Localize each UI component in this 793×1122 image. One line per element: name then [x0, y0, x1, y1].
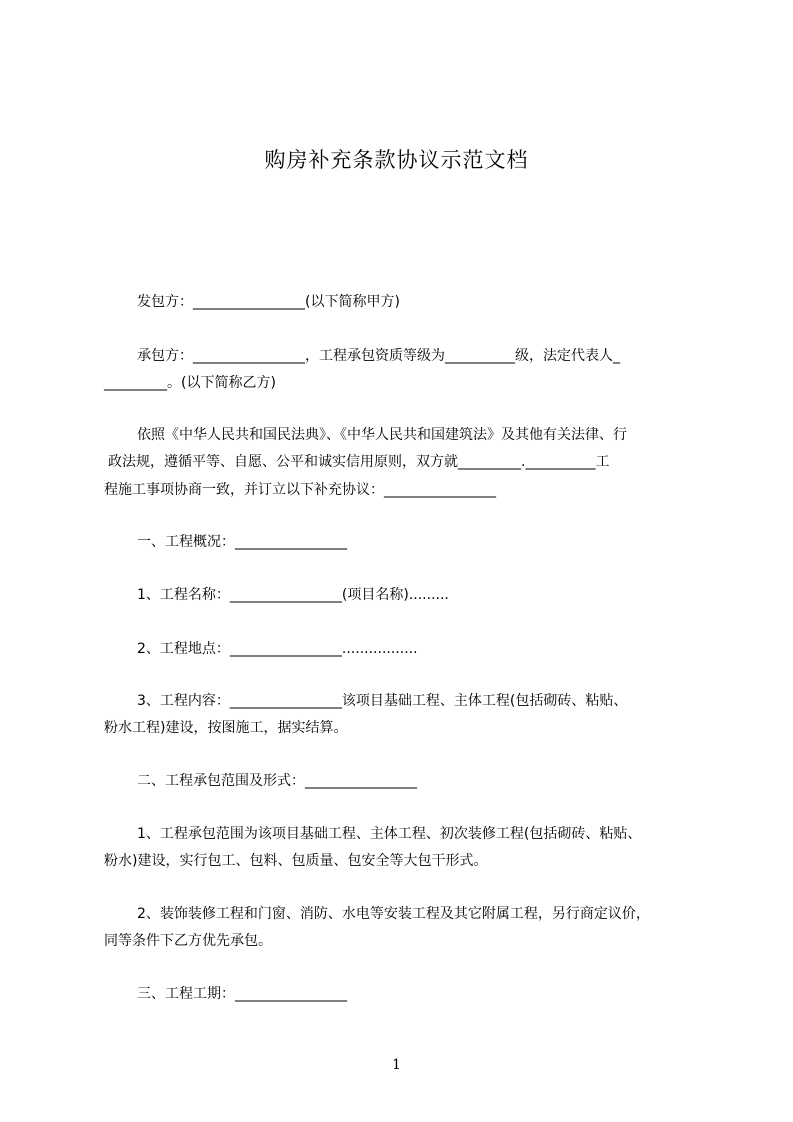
line-contractor-b-cont: _________。(以下简称乙方): [104, 375, 276, 391]
section-heading-overview: 一、工程概况：________________: [137, 534, 347, 550]
item-scope-1: 1、工程承包范围为该项目基础工程、主体工程、初次装修工程(包括砌砖、粘贴、: [137, 826, 642, 842]
item-scope-2-cont: 同等条件下乙方优先承包。: [104, 933, 272, 949]
item-project-location: 2、工程地点：________________.................: [137, 641, 418, 657]
line-contractor-b: 承包方：________________，工程承包资质等级为__________级，法定代表人_: [137, 348, 620, 364]
item-project-content-cont: 粉水工程)建设，按图施工，据实结算。: [104, 720, 348, 736]
item-project-content: 3、工程内容：________________该项目基础工程、主体工程(包括砌砖、粘贴、: [137, 693, 628, 709]
line-basis-2: 政法规，遵循平等、自愿、公平和诚实信用原则，双方就_________.__________工: [108, 454, 610, 470]
item-scope-2: 2、装饰装修工程和门窗、消防、水电等安装工程及其它附属工程，另行商定议价，: [137, 906, 650, 922]
section-heading-scope: 二、工程承包范围及形式：________________: [137, 773, 417, 789]
item-project-name: 1、工程名称：________________(项目名称).........: [137, 587, 449, 603]
line-contractor-a: 发包方：________________(以下简称甲方): [137, 294, 400, 310]
item-scope-1-cont: 粉水)建设，实行包工、包料、包质量、包安全等大包干形式。: [104, 853, 488, 869]
line-basis-1: 依照《中华人民共和国民法典》、《中华人民共和国建筑法》及其他有关法律、行: [137, 427, 627, 443]
page-number: 1: [392, 1057, 401, 1073]
section-heading-duration: 三、工程工期：________________: [137, 986, 347, 1002]
document-title: 购房补充条款协议示范文档: [264, 148, 529, 172]
line-basis-3: 程施工事项协商一致，并订立以下补充协议：________________: [104, 482, 496, 498]
